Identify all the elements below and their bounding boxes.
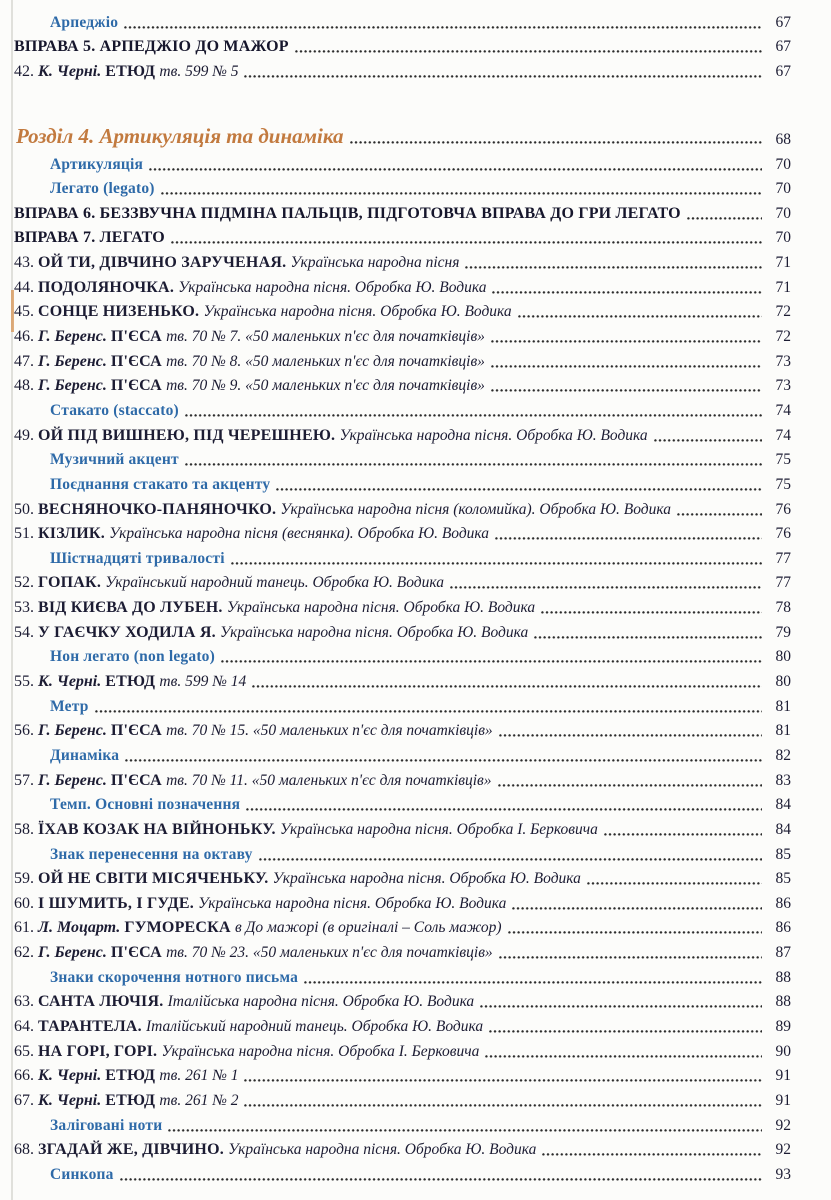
page-number: 71	[775, 254, 791, 272]
toc-entry-text: 43.	[14, 254, 38, 272]
toc-entry-row	[0, 668, 831, 693]
toc-entry-text: Українська народна пісня. Обробка Ю. Водика	[203, 303, 512, 321]
toc-subsection-row	[0, 176, 831, 201]
dot-leader	[687, 217, 762, 220]
toc-entry-text: ЕТЮД	[105, 1067, 160, 1085]
toc-entry-text: П'ЄСА	[110, 377, 167, 395]
toc-entry-text: ВІД КИЄВА ДО ЛУБЕН.	[38, 599, 227, 617]
toc-entry-text: в До мажорі (в оригіналі – Соль мажор)	[234, 919, 502, 937]
page-number: 80	[775, 673, 791, 691]
toc-entry-text: 68.	[14, 1141, 38, 1159]
toc-entry-row	[0, 496, 831, 521]
dot-leader	[149, 168, 762, 171]
toc-entry-text: ГУМОРЕСКА	[124, 919, 235, 937]
dot-leader	[485, 1055, 762, 1058]
toc-entry-row	[0, 915, 831, 940]
toc-entry-row	[0, 767, 831, 792]
toc-entry-text: 65.	[14, 1042, 38, 1060]
page-number: 85	[775, 870, 791, 888]
page-number: 90	[775, 1042, 791, 1060]
dot-leader	[512, 907, 762, 910]
page-number: 77	[775, 549, 791, 567]
toc-entry-text: 54.	[14, 623, 38, 641]
dot-leader	[125, 759, 762, 762]
toc-entry-text: 46.	[14, 328, 38, 346]
toc-entry-text: Музичний акцент	[50, 451, 179, 469]
toc-entry-text: Г. Беренс.	[38, 771, 111, 789]
dot-leader	[491, 340, 762, 343]
toc-entry-row	[0, 225, 831, 250]
page-number: 75	[775, 475, 791, 493]
toc-entry-text: ВПРАВА 6. БЕЗЗВУЧНА ПІДМІНА ПАЛЬЦІВ, ПІДГОТОВЧА ВПРАВА ДО ГРИ ЛЕГАТО	[14, 204, 681, 222]
dot-leader	[185, 463, 762, 466]
toc-entry-row	[0, 1137, 831, 1162]
toc-entry-text: Українська народна пісня. Обробка Ю. Водика	[226, 599, 536, 617]
toc-entry-text: Українська народна пісня. Обробка Ю. Водика	[178, 278, 487, 296]
toc-subsection-row	[0, 693, 831, 718]
page-number: 78	[775, 599, 791, 617]
toc-entry-row	[0, 570, 831, 595]
dot-leader	[246, 808, 762, 811]
toc-entry-text: 52.	[14, 574, 38, 592]
toc-entry-text: 63.	[14, 993, 38, 1011]
dot-leader	[508, 931, 762, 934]
toc-entry-text: ЕТЮД	[105, 62, 160, 80]
page-number: 88	[775, 993, 791, 1011]
toc-entry-text: Шістнадцяті тривалості	[50, 549, 225, 567]
toc-entry-text: тв. 70 № 9. «50 маленьких п'єс для початківців»	[166, 377, 485, 395]
toc-entry-text: Темп. Основні позначення	[50, 796, 241, 814]
toc-entry-text: ОЙ ПІД ВИШНЕЮ, ПІД ЧЕРЕШНЕЮ.	[38, 426, 340, 444]
page-number: 75	[775, 451, 791, 469]
toc-entry-row	[0, 58, 831, 83]
dot-leader	[604, 833, 762, 836]
toc-entry-row	[0, 422, 831, 447]
page-number: 68	[775, 130, 791, 148]
dot-leader	[161, 192, 762, 195]
toc-entry-text: ПОДОЛЯНОЧКА.	[38, 278, 179, 296]
toc-subsection-row	[0, 397, 831, 422]
toc-entry-text: Легато (legato)	[50, 180, 155, 198]
page-number: 85	[775, 845, 791, 863]
toc-entry-text: ЇХАВ КОЗАК НА ВІЙНОНЬКУ.	[38, 820, 280, 838]
toc-chapter-heading	[0, 107, 831, 151]
toc-entry-text: Динаміка	[50, 746, 120, 764]
toc-entry-row	[0, 989, 831, 1014]
toc-entry-text: Українська народна пісня	[290, 254, 460, 272]
toc-entry-text: тв. 261 № 1	[159, 1067, 239, 1085]
page-number: 82	[775, 746, 791, 764]
dot-leader	[491, 365, 762, 368]
page-number: 74	[775, 426, 791, 444]
dot-leader	[244, 75, 762, 78]
toc-entry-text: 47.	[14, 352, 38, 370]
toc-subsection-row	[0, 742, 831, 767]
page-number: 72	[775, 303, 791, 321]
page-number: 70	[775, 155, 791, 173]
toc-entry-text: 53.	[14, 599, 38, 617]
page-number: 84	[775, 796, 791, 814]
page-number: 88	[775, 968, 791, 986]
dot-leader	[534, 636, 762, 639]
toc-entry-text: П'ЄСА	[110, 722, 167, 740]
toc-entry-text: 48.	[14, 377, 38, 395]
page-number: 79	[775, 623, 791, 641]
dot-leader	[168, 1129, 762, 1132]
toc-entry-row	[0, 521, 831, 546]
toc-subsection-row	[0, 792, 831, 817]
toc-entry-text: У ГАЄЧКУ ХОДИЛА Я.	[38, 623, 221, 641]
toc-entry-text: Знак перенесення на октаву	[50, 845, 253, 863]
dot-leader	[499, 734, 762, 737]
page-number: 84	[775, 820, 791, 838]
page-number: 91	[775, 1067, 791, 1085]
toc-entry-text: Українська народна пісня. Обробка І. Берковича	[161, 1042, 480, 1060]
toc-entry-text: ЕТЮД	[105, 1091, 160, 1109]
dot-leader	[654, 439, 762, 442]
toc-entry-text: тв. 70 № 23. «50 маленьких п'єс для початківців»	[166, 944, 493, 962]
toc-entry-row	[0, 1087, 831, 1112]
toc-entry-text: Італійська народна пісня. Обробка Ю. Водика	[167, 993, 475, 1011]
toc-entry-text: Українська народна пісня (веснянка). Обробка Ю. Водика	[109, 525, 490, 543]
toc-entry-text: тв. 70 № 8. «50 маленьких п'єс для початківців»	[166, 352, 485, 370]
page-number: 71	[775, 278, 791, 296]
toc-entry-text: ВЕСНЯНОЧКО-ПАНЯНОЧКО.	[38, 500, 281, 518]
page-number: 73	[775, 377, 791, 395]
dot-leader	[221, 660, 762, 663]
dot-leader	[491, 389, 762, 392]
toc-entry-text: Заліговані ноти	[50, 1116, 163, 1134]
toc-entry-row	[0, 866, 831, 891]
toc-subsection-row	[0, 644, 831, 669]
toc-entry-text: КІЗЛИК.	[38, 525, 110, 543]
toc-entry-row	[0, 299, 831, 324]
dot-leader	[120, 1178, 762, 1181]
toc-entry-text: ВПРАВА 7. ЛЕГАТО	[14, 229, 165, 247]
page-number: 86	[775, 919, 791, 937]
toc-entry-row	[0, 718, 831, 743]
dot-leader	[95, 710, 762, 713]
toc-entry-text: І ШУМИТЬ, І ГУДЕ.	[38, 894, 199, 912]
toc-entry-text: Г. Беренс.	[38, 722, 111, 740]
toc-entry-text: тв. 599 № 5	[159, 62, 239, 80]
toc-entry-text: Знаки скорочення нотного письма	[50, 968, 299, 986]
toc-entry-row	[0, 348, 831, 373]
dot-leader	[499, 956, 762, 959]
toc-entry-text: П'ЄСА	[110, 328, 167, 346]
toc-entry-text: Нон легато (non legato)	[50, 648, 215, 666]
toc-entry-text: Г. Беренс.	[38, 377, 111, 395]
toc-entry-text: Г. Беренс.	[38, 352, 111, 370]
page-number: 74	[775, 401, 791, 419]
toc-entry-text: Українська народна пісня (коломийка). Обробка Ю. Водика	[280, 500, 671, 518]
toc-entry-row	[0, 249, 831, 274]
page-number: 91	[775, 1091, 791, 1109]
page-number: 80	[775, 648, 791, 666]
toc-subsection-row	[0, 841, 831, 866]
toc-entry-text: Г. Беренс.	[38, 328, 111, 346]
toc-subsection-row	[0, 471, 831, 496]
toc-entry-text: тв. 70 № 11. «50 маленьких п'єс для початківців»	[166, 771, 492, 789]
page-number: 72	[775, 328, 791, 346]
toc-entry-text: Українська народна пісня. Обробка Ю. Водика	[198, 894, 507, 912]
toc-entry-text: Стакато (staccato)	[50, 401, 179, 419]
toc-entry-text: 51.	[14, 525, 38, 543]
toc-entry-text: 42.	[14, 62, 38, 80]
page-number: 93	[775, 1165, 791, 1183]
dot-leader	[185, 414, 762, 417]
toc-entry-text: 62.	[14, 944, 38, 962]
toc-entry-row	[0, 1038, 831, 1063]
toc-entry-text: 45.	[14, 303, 38, 321]
toc-subsection-row	[0, 9, 831, 34]
toc-entry-text: Розділ 4. Артикуляція та динаміка	[16, 123, 344, 148]
toc-entry-text: тв. 599 № 14	[159, 673, 247, 691]
page-number: 92	[775, 1141, 791, 1159]
toc-entry-text: 55.	[14, 673, 38, 691]
toc-subsection-row	[0, 545, 831, 570]
toc-entry-row	[0, 1013, 831, 1038]
toc-entry-text: К. Черні.	[38, 1067, 106, 1085]
dot-leader	[542, 1153, 762, 1156]
page-number: 67	[775, 13, 791, 31]
page-number: 67	[775, 38, 791, 56]
toc-entry-text: НА ГОРІ, ГОРІ.	[38, 1042, 162, 1060]
page-number: 70	[775, 180, 791, 198]
toc-entry-text: тв. 70 № 7. «50 маленьких п'єс для початківців»	[166, 328, 485, 346]
toc-subsection-row	[0, 1112, 831, 1137]
toc-entry-text: П'ЄСА	[110, 352, 167, 370]
dot-leader	[231, 562, 762, 565]
toc-entry-text: ЕТЮД	[105, 673, 160, 691]
toc-entry-text: 64.	[14, 1017, 38, 1035]
toc-entry-text: Синкопа	[50, 1165, 114, 1183]
page-number: 77	[775, 574, 791, 592]
dot-leader	[450, 586, 762, 589]
dot-leader	[587, 882, 762, 885]
toc-entry-text: Українська народна пісня. Обробка Ю. Водика	[228, 1141, 537, 1159]
toc-entry-row	[0, 939, 831, 964]
toc-entry-text: Метр	[50, 697, 89, 715]
toc-entry-text: 56.	[14, 722, 38, 740]
dot-leader	[295, 50, 762, 53]
toc-entry-text: 61.	[14, 919, 38, 937]
toc-entry-text: Арпеджіо	[50, 13, 119, 31]
toc-entry-text: 57.	[14, 771, 38, 789]
dot-leader	[492, 291, 762, 294]
toc-entry-row	[0, 34, 831, 59]
dot-leader	[541, 611, 762, 614]
dot-leader	[259, 858, 762, 861]
toc-entry-text: П'ЄСА	[110, 771, 167, 789]
page-number: 81	[775, 722, 791, 740]
toc-entry-text: Українська народна пісня. Обробка Ю. Водика	[272, 870, 581, 888]
toc-entry-text: 66.	[14, 1067, 38, 1085]
dot-leader	[480, 1005, 762, 1008]
toc-entry-text: 67.	[14, 1091, 38, 1109]
dot-leader	[495, 537, 762, 540]
toc-entry-text: 50.	[14, 500, 38, 518]
toc-subsection-row	[0, 964, 831, 989]
page-number: 67	[775, 62, 791, 80]
page-number: 76	[775, 525, 791, 543]
dot-leader	[489, 1030, 762, 1033]
dot-leader	[498, 784, 762, 787]
page-number: 86	[775, 894, 791, 912]
page-number: 76	[775, 500, 791, 518]
dot-leader	[171, 241, 762, 244]
toc-entry-text: ЗГАДАЙ ЖЕ, ДІВЧИНО.	[38, 1141, 229, 1159]
page-number: 87	[775, 944, 791, 962]
toc-entry-row	[0, 274, 831, 299]
dot-leader	[677, 513, 762, 516]
page-number: 89	[775, 1017, 791, 1035]
toc-entry-text: 58.	[14, 820, 38, 838]
dot-leader	[276, 488, 762, 491]
toc-entry-row	[0, 890, 831, 915]
toc-entry-text: Л. Моцарт.	[38, 919, 125, 937]
toc-entry-text: К. Черні.	[38, 62, 106, 80]
toc-entry-text: ОЙ НЕ СВІТИ МІСЯЧЕНЬКУ.	[38, 870, 273, 888]
toc-entry-text: тв. 261 № 2	[159, 1091, 239, 1109]
toc-entry-row	[0, 816, 831, 841]
toc-entry-text: Український народний танець. Обробка Ю. Водика	[105, 574, 445, 592]
toc-entry-row	[0, 200, 831, 225]
toc-entry-text: ТАРАНТЕЛА.	[38, 1017, 146, 1035]
toc-entry-text: Українська народна пісня. Обробка Ю. Водика	[339, 426, 648, 444]
dot-leader	[465, 266, 762, 269]
toc-subsection-row	[0, 151, 831, 176]
toc-entry-text: 60.	[14, 894, 38, 912]
toc-entry-text: тв. 70 № 15. «50 маленьких п'єс для початківців»	[166, 722, 493, 740]
toc-entry-text: 49.	[14, 426, 38, 444]
dot-leader	[252, 685, 762, 688]
toc-entry-text: Італійський народний танець. Обробка Ю. Водика	[145, 1017, 484, 1035]
toc-entry-text: П'ЄСА	[110, 944, 167, 962]
page-number: 83	[775, 771, 791, 789]
toc-entry-row	[0, 373, 831, 398]
dot-leader	[244, 1104, 762, 1107]
toc-entry-text: Українська народна пісня. Обробка Ю. Водика	[220, 623, 529, 641]
page-number: 70	[775, 229, 791, 247]
toc-entry-text: Артикуляція	[50, 155, 144, 173]
toc-entry-text: 59.	[14, 870, 38, 888]
toc-entry-text: Поєднання стакато та акценту	[50, 475, 271, 493]
toc-entry-text: К. Черні.	[38, 1091, 106, 1109]
dot-leader	[518, 315, 762, 318]
page-number: 92	[775, 1116, 791, 1134]
toc-subsection-row	[0, 447, 831, 472]
toc-entry-text: ВПРАВА 5. АРПЕДЖІО ДО МАЖОР	[14, 38, 289, 56]
dot-leader	[304, 981, 762, 984]
toc-entry-text: ОЙ ТИ, ДІВЧИНО ЗАРУЧЕНАЯ.	[38, 254, 291, 272]
toc-entry-row	[0, 1063, 831, 1088]
dot-leader	[124, 26, 762, 29]
dot-leader	[350, 141, 763, 144]
toc-entry-text: К. Черні.	[38, 673, 106, 691]
toc-entry-text: Українська народна пісня. Обробка І. Берковича	[279, 820, 598, 838]
toc-entry-text: САНТА ЛЮЧІЯ.	[38, 993, 168, 1011]
page-number: 70	[775, 204, 791, 222]
toc-entry-row	[0, 323, 831, 348]
toc-subsection-row	[0, 1161, 831, 1186]
page-number: 73	[775, 352, 791, 370]
toc-entry-text: СОНЦЕ НИЗЕНЬКО.	[38, 303, 204, 321]
toc-entry-text: Г. Беренс.	[38, 944, 111, 962]
dot-leader	[244, 1079, 762, 1082]
toc-entry-text: ГОПАК.	[38, 574, 106, 592]
toc-entry-row	[0, 594, 831, 619]
toc-entry-text: 44.	[14, 278, 38, 296]
toc-entry-row	[0, 619, 831, 644]
page-number: 81	[775, 697, 791, 715]
